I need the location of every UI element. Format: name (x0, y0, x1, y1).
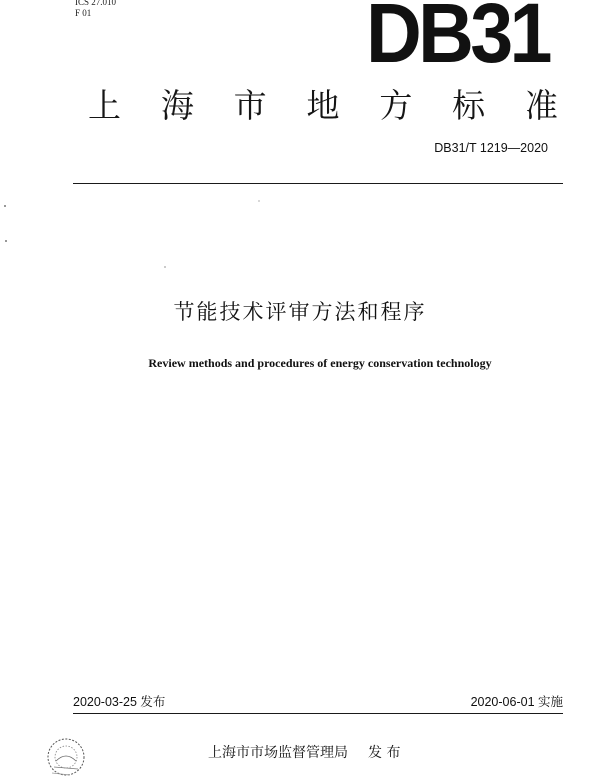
footer-divider (73, 713, 563, 714)
db31-logo: DB31 (366, 0, 549, 80)
standard-type-char: 标 (452, 86, 486, 125)
standard-type-heading (88, 86, 558, 126)
standard-type-char: 海 (160, 86, 194, 125)
scan-speck (4, 205, 6, 207)
issuer-seal-icon (40, 735, 92, 779)
standard-type-char: 地 (306, 86, 340, 125)
document-title-chinese: 节能技术评审方法和程序 (173, 300, 427, 324)
issuer-name: 上海市市场监督管理局 (208, 745, 348, 761)
standard-number: DB31/T 1219—2020 (434, 141, 548, 155)
issuing-authority (208, 744, 400, 762)
scan-speck (164, 266, 166, 268)
issue-date: 2020-03-25 发布 (73, 695, 166, 709)
scan-speck (258, 200, 260, 202)
document-title-english: Review methods and procedures of energy conservation technology (148, 356, 492, 370)
scan-speck (5, 240, 7, 242)
header-divider (73, 183, 563, 184)
implementation-date: 2020-06-01 实施 (470, 695, 563, 709)
issue-word: 发 布 (368, 745, 401, 761)
standard-type-char: 市 (233, 86, 267, 125)
ics-code: ICS 27.010 (75, 0, 117, 7)
standard-type-char: 准 (524, 86, 558, 125)
standard-type-char: 上 (88, 86, 121, 125)
ccs-code: F 01 (75, 8, 92, 18)
standard-type-char: 方 (379, 86, 413, 125)
